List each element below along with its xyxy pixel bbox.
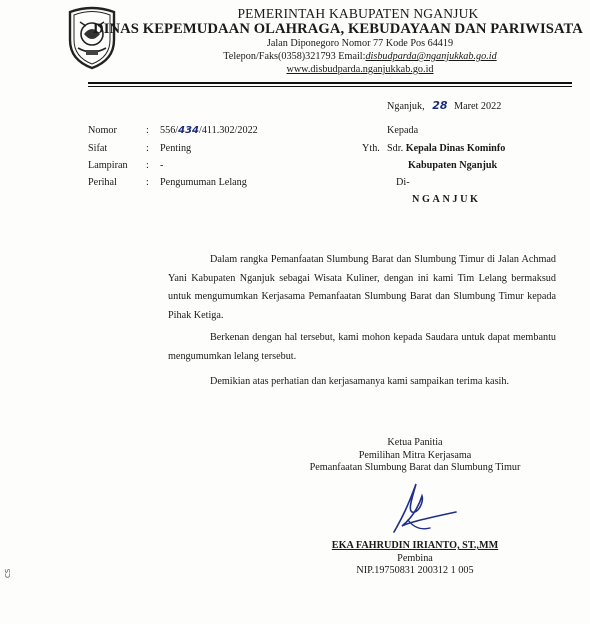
recipient-city: NGANJUK xyxy=(412,194,481,205)
sifat-value: Penting xyxy=(160,143,192,154)
header-government: PEMERINTAH KABUPATEN NGANJUK xyxy=(237,6,479,21)
scanner-mark: CS xyxy=(4,568,12,578)
recipient-di: Di- xyxy=(396,177,410,188)
sifat-colon: : xyxy=(146,143,149,154)
header-rule-thin xyxy=(88,86,572,87)
header-contact xyxy=(120,51,590,62)
nomor-handwritten: 434 xyxy=(178,125,199,136)
recipient-line1 xyxy=(387,143,505,154)
signature-block xyxy=(290,437,540,475)
body-paragraph-1: Dalam rangka Pemanfaatan Slumbung Barat dan Slumbung Timur di Jalan Achmad Yani Kabupaten Nganjuk sebagai Wisata Kuliner, dengan ini kami Tim Lelang bermaksud untuk mengumumkan Kerjasama Pemanfaatan Slumbung Barat dan Slumbung Timur kepada Pihak Ketiga. xyxy=(168,254,556,321)
perihal-label: Perihal xyxy=(88,177,117,188)
signatory-rank: Pembina xyxy=(397,552,433,564)
body-paragraph-2: Berkenan dengan hal tersebut, kami mohon kepada Saudara untuk dapat membantu mengumumkan lelang tersebut. xyxy=(168,332,556,362)
body-paragraph-3: Demikian atas perhatian dan kerjasamanya kami sampaikan terima kasih. xyxy=(210,376,510,387)
recipient-kepada: Kepada xyxy=(387,125,419,136)
recipient-org: Kabupaten Nganjuk xyxy=(408,160,498,171)
nomor-prefix: 556/ xyxy=(160,125,179,136)
perihal-colon: : xyxy=(146,177,149,188)
recipient-sdr: Sdr. xyxy=(387,143,404,154)
header-email-link[interactable]: disbudparda@nganjukkab.go.id xyxy=(365,51,497,62)
date-place: Nganjuk, xyxy=(387,101,425,112)
date-day-handwritten: 28 xyxy=(432,99,448,112)
signature-title-3: Pemanfaatan Slumbung Barat dan Slumbung Timur xyxy=(309,462,521,474)
header-agency: DINAS KEPEMUDAAN OLAHRAGA, KEBUDAYAAN DAN PARIWISATA xyxy=(93,21,583,37)
nomor-colon: : xyxy=(146,125,149,136)
perihal-value: Pengumuman Lelang xyxy=(160,177,247,188)
header-address: Jalan Diponegoro Nomor 77 Kode Pos 64419 xyxy=(266,38,454,49)
lampiran-label: Lampiran xyxy=(88,160,128,171)
sifat-label: Sifat xyxy=(88,143,108,154)
signatory-name: EKA FAHRUDIN IRIANTO, ST.,MM xyxy=(331,540,499,551)
nomor-suffix: /411.302/2022 xyxy=(199,125,258,136)
signatory xyxy=(290,540,540,578)
lampiran-colon: : xyxy=(146,160,149,171)
header-rule-thick xyxy=(88,82,572,84)
handwritten-signature-icon xyxy=(372,478,462,540)
nomor-label: Nomor xyxy=(88,125,117,136)
lampiran-value: - xyxy=(160,160,164,171)
recipient-yth: Yth. xyxy=(362,143,380,154)
header-phone: Telepon/Faks(0358)321793 Email: xyxy=(223,51,366,62)
date-month-year: Maret 2022 xyxy=(454,101,502,112)
letter-date xyxy=(387,99,501,112)
signature-title-2: Pemilihan Mitra Kerjasama xyxy=(358,449,472,461)
regency-crest-icon xyxy=(62,6,122,70)
signature-title-1: Ketua Panitia xyxy=(387,437,443,448)
recipient-name: Kepala Dinas Kominfo xyxy=(405,143,506,154)
nomor-value xyxy=(160,125,258,136)
signatory-nip: NIP.19750831 200312 1 005 xyxy=(356,565,474,577)
header-website-link[interactable]: www.disbudparda.nganjukkab.go.id xyxy=(286,64,434,75)
